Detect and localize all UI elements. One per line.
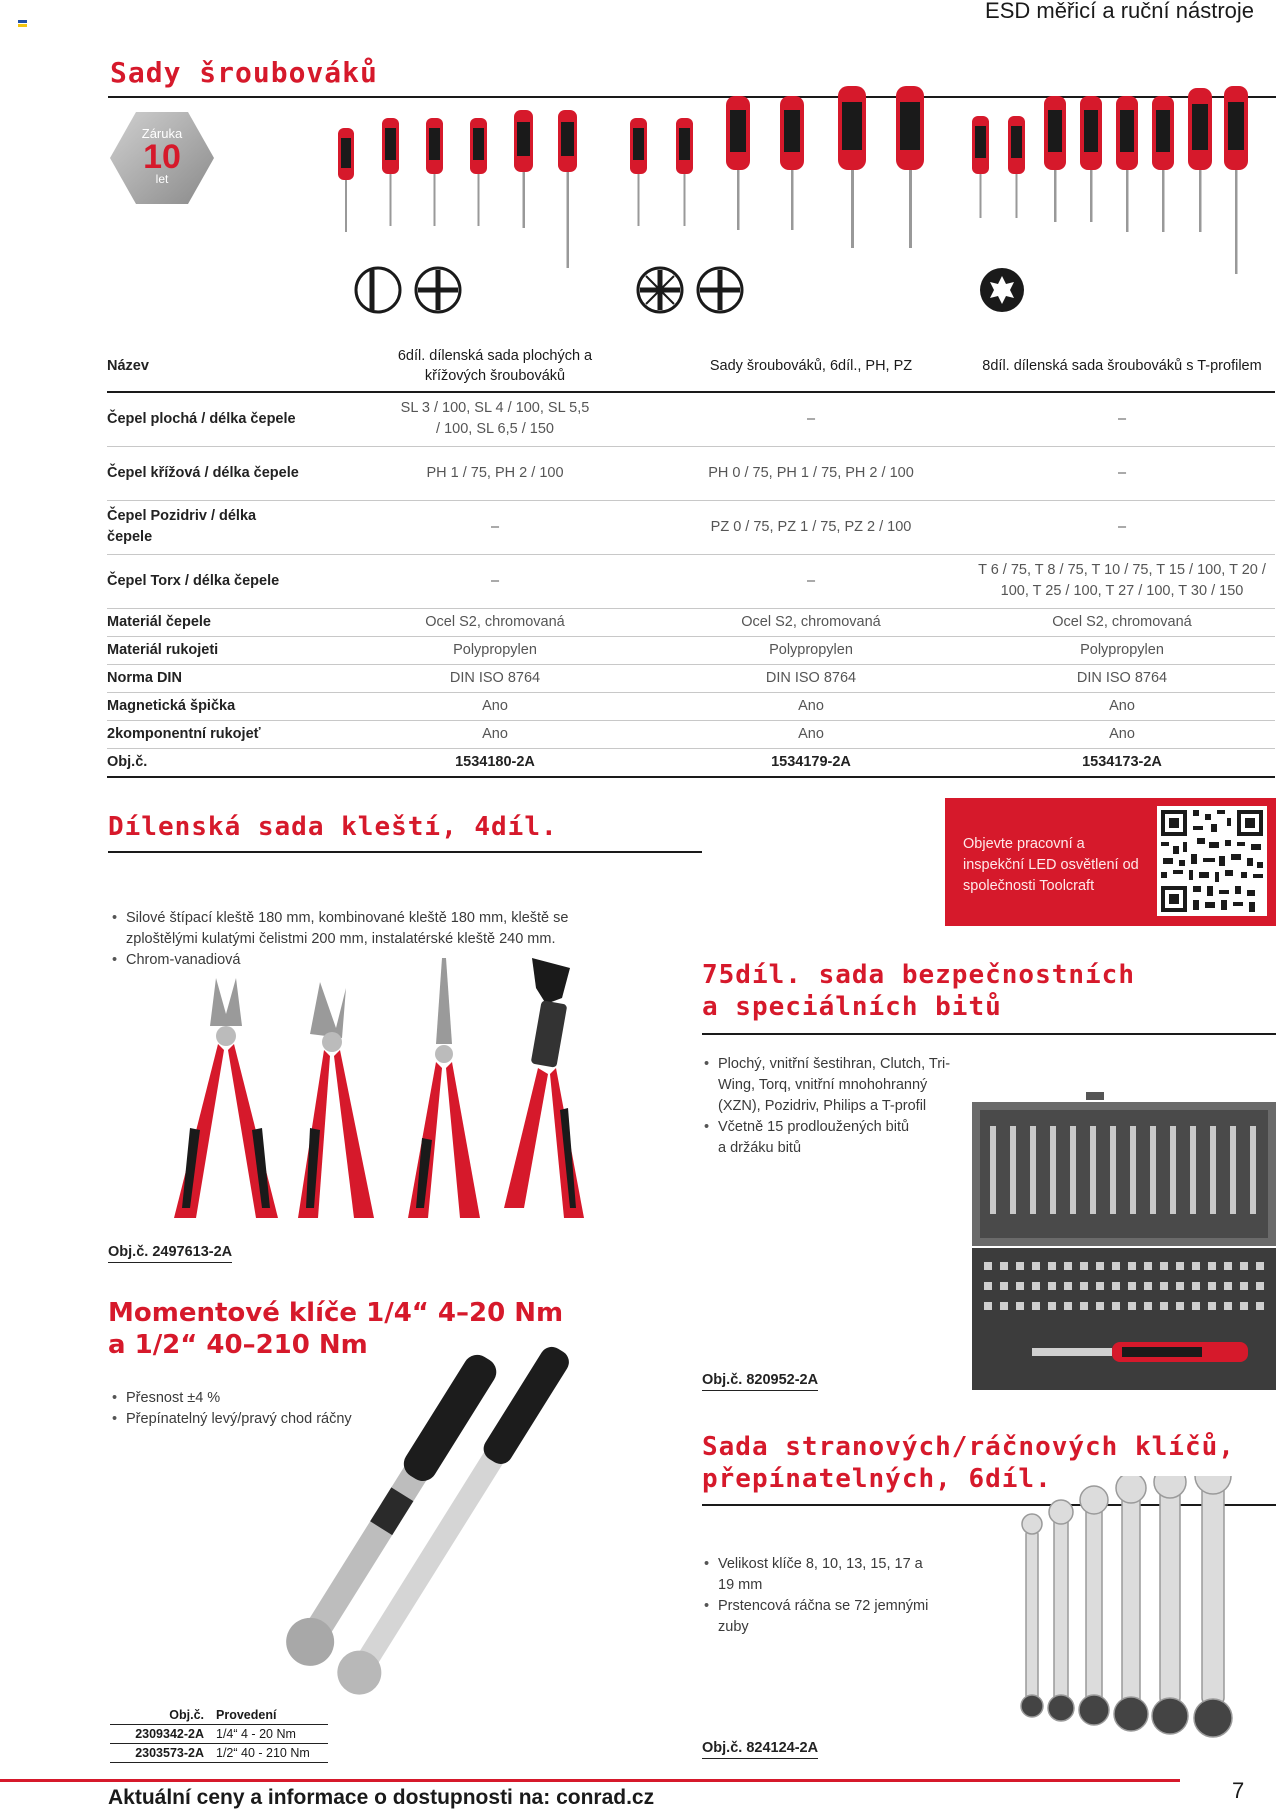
table-row xyxy=(107,664,1275,692)
section-rule xyxy=(108,851,702,853)
wrench-set-image xyxy=(1010,1476,1250,1738)
table-row xyxy=(107,748,1275,777)
torque-title-line2: a 1/2“ 40–210 Nm xyxy=(108,1330,368,1360)
table-cell: PH 0 / 75, PH 1 / 75, PH 2 / 100 xyxy=(653,446,969,500)
wrenches-bullets xyxy=(702,1554,932,1638)
row-label: Čepel Torx / délka čepele xyxy=(107,554,337,608)
list-item: • Přepínatelný levý/pravý chod ráčny xyxy=(110,1409,410,1430)
wrenches-title-line2: přepínatelných, 6díl. xyxy=(702,1464,1052,1494)
table-cell: Ano xyxy=(653,720,969,748)
screwdrivers-image xyxy=(330,80,1260,320)
promo-text: Objevte pracovní a inspekční LED osvětlení od společnosti Toolcraft xyxy=(963,836,1139,894)
list-item: • Chrom-vanadiová xyxy=(110,950,630,971)
warranty-badge xyxy=(110,110,214,206)
table-cell: Polypropylen xyxy=(337,636,653,664)
badge-bottom-text: let xyxy=(155,172,169,186)
row-label: Čepel Pozidriv / délka čepele xyxy=(107,500,337,554)
table-row xyxy=(107,692,1275,720)
table-header-row xyxy=(107,340,1275,392)
section-rule xyxy=(702,1033,1276,1035)
table-column-header: Obj.č. xyxy=(110,1706,210,1725)
table-cell: Ocel S2, chromovaná xyxy=(653,608,969,636)
table-cell: PH 1 / 75, PH 2 / 100 xyxy=(337,446,653,500)
qr-code-icon[interactable] xyxy=(1157,806,1267,916)
table-cell: DIN ISO 8764 xyxy=(969,664,1275,692)
table-header-label: Název xyxy=(107,340,337,392)
table-cell: SL 3 / 100, SL 4 / 100, SL 5,5 / 100, SL 6,5 / 150 xyxy=(337,392,653,446)
row-label: Obj.č. xyxy=(107,748,337,777)
screwdriver-spec-table xyxy=(107,340,1275,778)
table-cell: – xyxy=(969,392,1275,446)
page-header-title: ESD měřicí a ruční nástroje xyxy=(985,0,1254,23)
order-number: 1534173-2A xyxy=(969,748,1275,777)
list-item: • Včetně 15 prodloužených bitů a držáku bitů xyxy=(702,1117,972,1159)
order-number: 2303573-2A xyxy=(110,1744,210,1763)
table-row xyxy=(110,1725,328,1744)
row-label: Materiál čepele xyxy=(107,608,337,636)
row-label: Čepel křížová / délka čepele xyxy=(107,446,337,500)
table-cell: 1/4“ 4 - 20 Nm xyxy=(210,1725,328,1744)
table-row xyxy=(107,720,1275,748)
torque-title-line1: Momentové klíče 1/4“ 4–20 Nm xyxy=(108,1298,564,1328)
order-number: 1534179-2A xyxy=(653,748,969,777)
table-cell: T 6 / 75, T 8 / 75, T 10 / 75, T 15 / 100, T 20 / 100, T 25 / 100, T 27 / 100, T 30 / 150 xyxy=(969,554,1275,608)
combination-pliers-icon xyxy=(174,978,278,1218)
wrenches-order-number: Obj.č. 824124-2A xyxy=(702,1740,818,1759)
order-number: 2309342-2A xyxy=(110,1725,210,1744)
pliers-order-number: Obj.č. 2497613-2A xyxy=(108,1244,232,1263)
table-cell: Ano xyxy=(653,692,969,720)
badge-number: 10 xyxy=(143,138,181,176)
table-cell: Ano xyxy=(337,692,653,720)
page-number: 7 xyxy=(1232,1778,1245,1803)
table-cell: – xyxy=(337,500,653,554)
table-cell: DIN ISO 8764 xyxy=(653,664,969,692)
bits-title-line1: 75díl. sada bezpečnostních xyxy=(702,960,1135,990)
table-column-header: 6díl. dílenská sada plochých a křížových šroubováků xyxy=(337,340,653,392)
footer-text: Aktuální ceny a informace o dostupnosti na: conrad.cz xyxy=(108,1786,655,1809)
table-cell: – xyxy=(969,446,1275,500)
table-row xyxy=(110,1744,328,1763)
promo-banner[interactable] xyxy=(945,798,1276,926)
order-number: 1534180-2A xyxy=(337,748,653,777)
long-nose-pliers-icon xyxy=(408,958,480,1218)
table-cell: PZ 0 / 75, PZ 1 / 75, PZ 2 / 100 xyxy=(653,500,969,554)
table-cell: Ocel S2, chromovaná xyxy=(969,608,1275,636)
bit-set-image xyxy=(972,1092,1276,1390)
table-row xyxy=(107,636,1275,664)
table-cell: Ano xyxy=(969,692,1275,720)
table-cell: 1/2“ 40 - 210 Nm xyxy=(210,1744,328,1763)
bits-title-line2: a speciálních bitů xyxy=(702,992,1002,1022)
table-row xyxy=(107,554,1275,608)
bits-order-number: Obj.č. 820952-2A xyxy=(702,1372,818,1391)
table-cell: Polypropylen xyxy=(653,636,969,664)
table-cell: Ocel S2, chromovaná xyxy=(337,608,653,636)
row-label: Čepel plochá / délka čepele xyxy=(107,392,337,446)
diagonal-cutters-icon xyxy=(298,982,374,1218)
row-label: 2komponentní rukojeť xyxy=(107,720,337,748)
list-item: • Silové štípací kleště 180 mm, kombinované kleště 180 mm, kleště se zploštělými kulatými čelistmi 200 mm, instalatérské kleště 240 mm. xyxy=(110,908,630,950)
table-row xyxy=(107,500,1275,554)
screwdrivers-title: Sady šroubováků xyxy=(110,56,378,89)
table-column-header: Provedení xyxy=(210,1706,328,1725)
table-cell: – xyxy=(337,554,653,608)
bits-bullets xyxy=(702,1054,972,1159)
torque-wrench-image xyxy=(236,1336,676,1696)
table-header-row xyxy=(110,1706,328,1725)
list-item: • Prstencová ráčna se 72 jemnými zuby xyxy=(702,1596,932,1638)
pliers-title: Dílenská sada kleští, 4díl. xyxy=(108,812,558,842)
pliers-image xyxy=(160,958,640,1230)
table-column-header: 8díl. dílenská sada šroubováků s T-profilem xyxy=(969,340,1275,392)
badge-top-text: Záruka xyxy=(141,126,183,141)
flag-icon xyxy=(18,20,27,27)
footer-rule xyxy=(0,1779,1180,1782)
list-item: • Plochý, vnitřní šestihran, Clutch, Tri-Wing, Torq, vnitřní mnohohranný (XZN), Pozidriv, Philips a T-profil xyxy=(702,1054,972,1117)
table-row xyxy=(107,446,1275,500)
torque-order-table xyxy=(110,1706,328,1763)
table-cell: Ano xyxy=(337,720,653,748)
table-cell: – xyxy=(653,392,969,446)
table-cell: Polypropylen xyxy=(969,636,1275,664)
row-label: Norma DIN xyxy=(107,664,337,692)
table-row xyxy=(107,608,1275,636)
table-cell: – xyxy=(969,500,1275,554)
table-column-header: Sady šroubováků, 6díl., PH, PZ xyxy=(653,340,969,392)
row-label: Magnetická špička xyxy=(107,692,337,720)
table-row xyxy=(107,392,1275,446)
wrenches-title-line1: Sada stranových/ráčnových klíčů, xyxy=(702,1432,1235,1462)
list-item: • Přesnost ±4 % xyxy=(110,1388,410,1409)
row-label: Materiál rukojeti xyxy=(107,636,337,664)
list-item: • Velikost klíče 8, 10, 13, 15, 17 a 19 mm xyxy=(702,1554,932,1596)
table-cell: DIN ISO 8764 xyxy=(337,664,653,692)
table-cell: Ano xyxy=(969,720,1275,748)
water-pump-pliers-icon xyxy=(504,958,584,1218)
table-cell: – xyxy=(653,554,969,608)
